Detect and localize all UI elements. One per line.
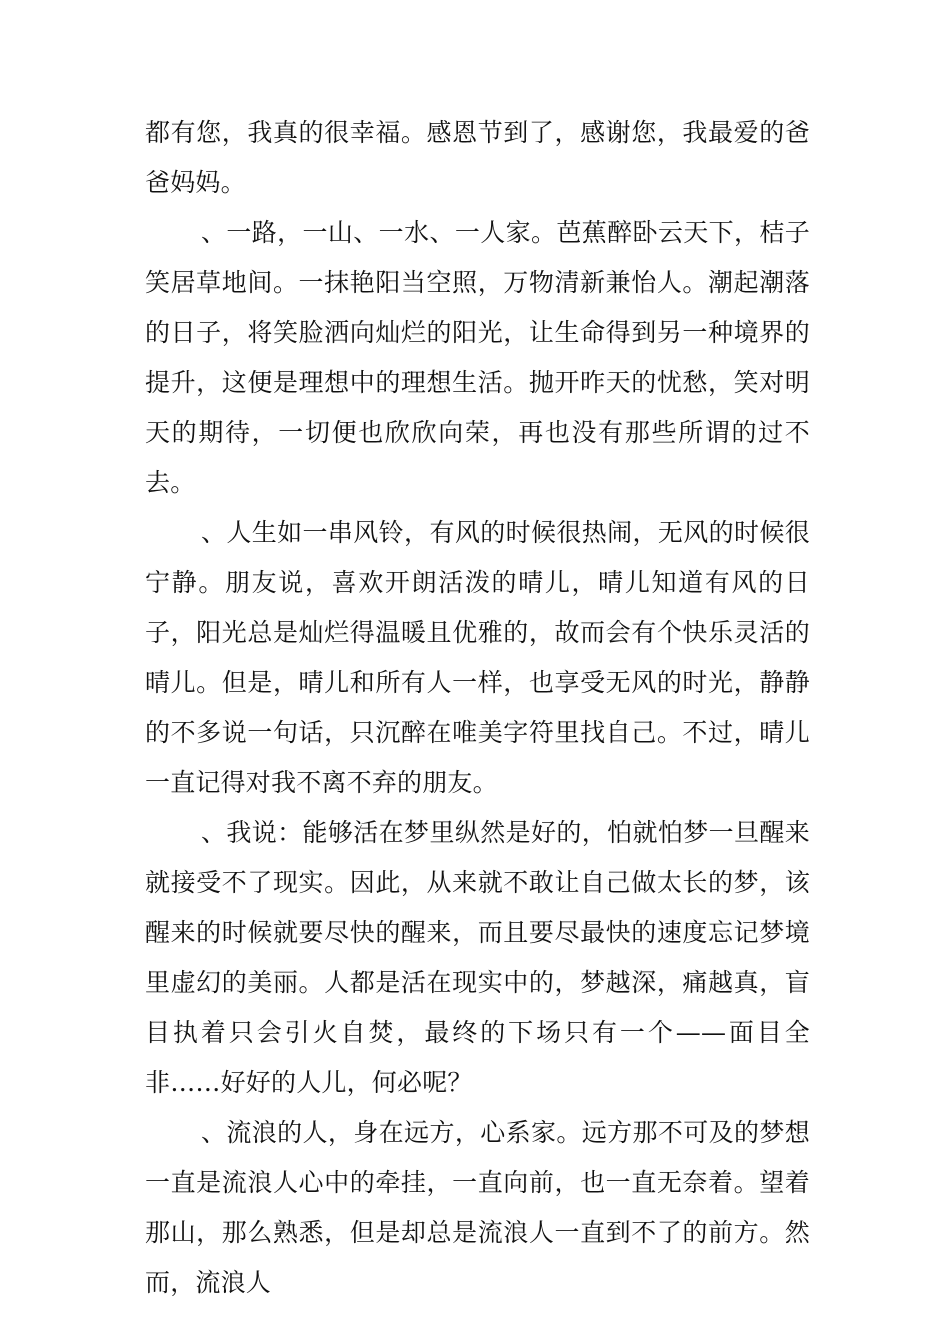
paragraph-continuation: 都有您，我真的很幸福。感恩节到了，感谢您，我最爱的爸爸妈妈。 [145,118,810,197]
paragraph-dream: 、我说：能够活在梦里纵然是好的，怕就怕梦一旦醒来就接受不了现实。因此，从来就不敢让自己做太长的梦，该醒来的时候就要尽快的醒来，而且要尽最快的速度忘记梦境里虚幻的美丽。人都是活在现实中的，梦越深，痛越真，盲目执着只会引火自焚，最终的下场只有一个——面目全非……好好的人儿，何必呢？ [145,818,810,1097]
paragraph-wind-chime: 、人生如一串风铃，有风的时候很热闹，无风的时候很宁静。朋友说，喜欢开朗活泼的晴儿，晴儿知道有风的日子，阳光总是灿烂得温暖且优雅的，故而会有个快乐灵活的晴儿。但是，晴儿和所有人一样，也享受无风的时光，静静的不多说一句话，只沉醉在唯美字符里找自己。不过，晴儿一直记得对我不离不弃的朋友。 [145,518,810,797]
paragraph-scenery: 、一路，一山、一水、一人家。芭蕉醉卧云天下，桔子笑居草地间。一抹艳阳当空照，万物清新兼怡人。潮起潮落的日子，将笑脸洒向灿烂的阳光，让生命得到另一种境界的提升，这便是理想中的理想生活。抛开昨天的忧愁，笑对明天的期待，一切便也欣欣向荣，再也没有那些所谓的过不去。 [145,218,810,497]
body-text [145,108,810,1308]
paragraph-wanderer: 、流浪的人，身在远方，心系家。远方那不可及的梦想一直是流浪人心中的牵挂，一直向前，也一直无奈着。望着那山，那么熟悉，但是却总是流浪人一直到不了的前方。然而，流浪人 [145,1118,810,1297]
